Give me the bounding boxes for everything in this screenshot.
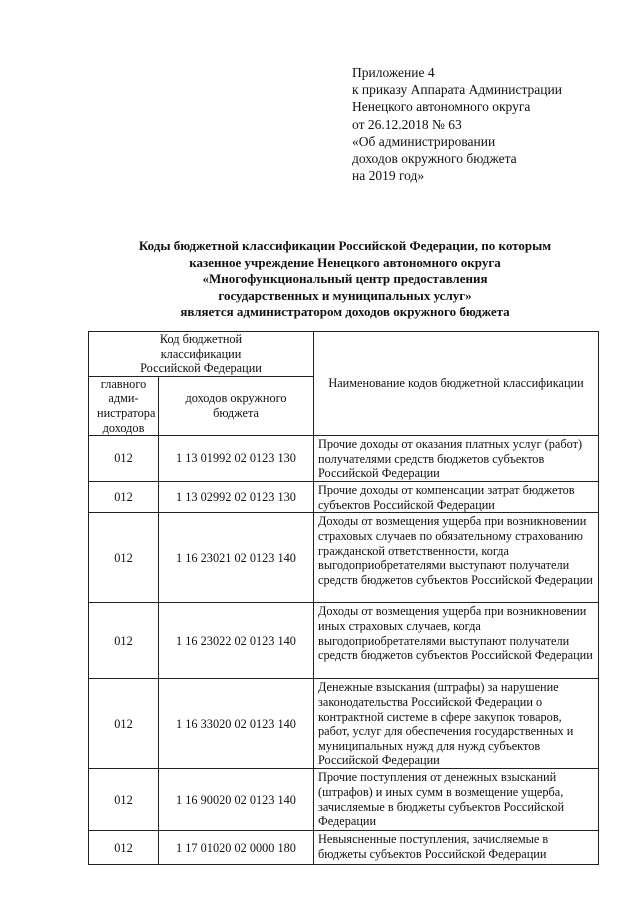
kbk-code-cell: 1 13 01992 02 0123 130 [159,436,314,482]
kbk-name-cell: Денежные взыскания (штрафы) за нарушение законодательства Российской Федерации о контрактной системе в сфере закупок товаров, работ, услуг для обеспечения государственных и муниципальных нужд для нужд субъектов Российской Федерации [314,679,599,769]
title-line: государственных и муниципальных услуг» [218,287,472,303]
table-row [89,831,599,865]
admin-code-cell: 012 [89,513,159,603]
kbk-table [88,331,599,865]
title-line: является администратором доходов окружного бюджета [180,304,510,320]
header-admin: главного адми-нистратора доходов [89,376,159,435]
kbk-code-cell: 1 17 01020 02 0000 180 [159,831,314,865]
table-row [89,513,599,603]
appendix-line: Ненецкого автономного округа [352,99,531,115]
admin-code-cell: 012 [89,679,159,769]
title-line: «Многофункциональный центр предоставления [202,271,488,287]
admin-code-cell: 012 [89,831,159,865]
kbk-code-cell: 1 16 33020 02 0123 140 [159,679,314,769]
table-row [89,603,599,679]
admin-code-cell: 012 [89,482,159,513]
admin-code-cell: 012 [89,769,159,831]
kbk-name-cell: Доходы от возмещения ущерба при возникновении иных страховых случаев, когда выгодоприобретателями выступают получатели средств бюджетов субъектов Российской Федерации [314,603,599,679]
header-income: доходов окружного бюджета [159,376,314,435]
admin-code-cell: 012 [89,436,159,482]
table-row [89,436,599,482]
appendix-line: на 2019 год» [352,168,425,184]
table-row [89,482,599,513]
kbk-code-cell: 1 16 90020 02 0123 140 [159,769,314,831]
appendix-block [352,64,562,184]
kbk-code-cell: 1 16 23022 02 0123 140 [159,603,314,679]
kbk-name-cell: Прочие поступления от денежных взысканий (штрафов) и иных сумм в возмещение ущерба, зачисляемые в бюджеты субъектов Российской Федерации [314,769,599,831]
kbk-name-cell: Прочие доходы от оказания платных услуг (работ) получателями средств бюджетов субъектов Российской Федерации [314,436,599,482]
title-line: казенное учреждение Ненецкого автономного округа [189,254,501,270]
kbk-name-cell: Прочие доходы от компенсации затрат бюджетов субъектов Российской Федерации [314,482,599,513]
kbk-name-cell: Доходы от возмещения ущерба при возникновении страховых случаев по обязательному страхованию гражданской ответственности, когда выгодоприобретателями выступают получатели средств бюджетов субъектов Российской Федерации [314,513,599,603]
table-row [89,679,599,769]
appendix-line: Приложение 4 [352,65,435,80]
table-row [89,769,599,831]
appendix-line: от 26.12.2018 № 63 [352,116,462,132]
kbk-code-cell: 1 13 02992 02 0123 130 [159,482,314,513]
document-title [60,238,630,321]
kbk-name-cell: Невыясненные поступления, зачисляемые в бюджеты субъектов Российской Федерации [314,831,599,865]
appendix-line: «Об администрировании [352,133,496,149]
header-kbk: Код бюджетной классификации Российской Федерации [89,332,314,377]
appendix-line: к приказу Аппарата Администрации [352,82,562,98]
kbk-code-cell: 1 16 23021 02 0123 140 [159,513,314,603]
title-line: Коды бюджетной классификации Российской Федерации, по которым [138,238,552,253]
appendix-line: доходов окружного бюджета [352,151,517,167]
admin-code-cell: 012 [89,603,159,679]
header-name: Наименование кодов бюджетной классификации [314,332,599,436]
